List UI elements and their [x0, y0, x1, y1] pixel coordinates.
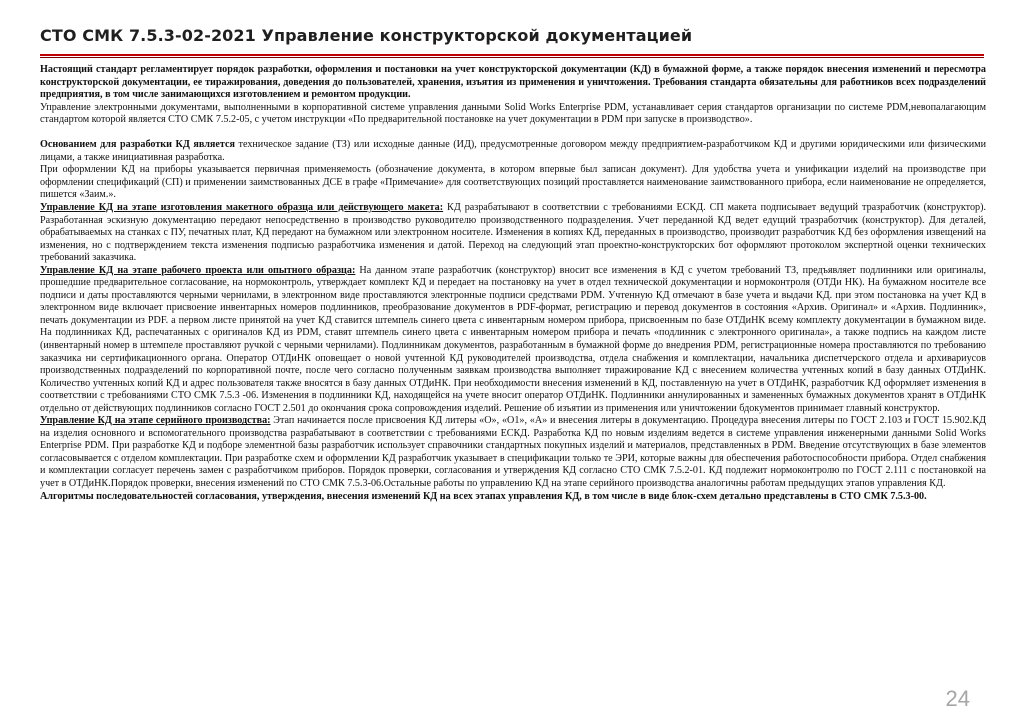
intro-bold-paragraph: Настоящий стандарт регламентирует порядок разработки, оформления и постановки на учет конструкторской документации (КД) в бумажной форме, а также порядок внесения изменений и пересмотра конструкторской документации, ее тиражирования, доведения до пользователей, хранения, изъятия из применения и уничтожения. Требования стандарта обязательны для работников всех подразделений предприятия, в том числе занимающихся изготовлением и ремонтом продукции.: [40, 64, 986, 101]
mockup-heading: Управление КД на этапе изготовления макетного образца или действующего макета:: [40, 201, 444, 213]
page-title: СТО СМК 7.5.3-02-2021 Управление конструкторской документацией: [40, 26, 693, 45]
basis-lead: Основанием для разработки КД является: [40, 139, 235, 151]
title-underline: [40, 54, 984, 56]
serial-heading: Управление КД на этапе серийного производства:: [40, 415, 271, 427]
serial-text: Этап начинается после присвоения КД литеры «О», «О1», «А» и внесения литеры в документацию. Процедура внесения литеры по ГОСТ 2.103 и ГОСТ 15.902.КД на изделия основного и вспомогательного производства разрабатывают в соответствии с требованиями ЕСКД. Разработка КД по новым изделиям ведется в системе управления инженерными данными Solid Works Enterprise PDM. При разработке КД и подборе элементной базы разработчик использует справочники стандартных покупных изделий и материалов, представленных в PDM. Введение отсутствующих в базе элементов согласовывается с отделом комплектации. При разработке схем и оформлении КД разработчик указывает в спецификации только те ЭРИ, которые важны для обеспечения работоспособности прибора. Отдел снабжения и комплектации согласует перечень замен с разработчиком приборов. Порядок проверки, согласования и утверждения КД согласно СТО СМК 7.5.2-01. КД подлежит нормоконтролю по ГОСТ 2.111 с постановкой на учет в ОТДиНК.Порядок проверки, внесения изменений по СТО СМК 7.5.3-06.Остальные работы по управлению КД на этапе серийного производства аналогичны работам предыдущих этапов управления КД.: [40, 415, 986, 489]
serial-paragraph: [40, 415, 986, 490]
page-number: 24: [945, 686, 970, 711]
prototype-heading: Управление КД на этапе рабочего проекта или опытного образца:: [40, 264, 356, 276]
mockup-text: КД разрабатывают в соответствии с требованиями ЕСКД. СП макета подписывает ведущий тразработчик (конструктор). Разработанная эскизную документацию передают непосредственно в производство руководителю производственного подразделения. Учет переданной КД ведет едущий тразработчик (конструктор). Для деталей, обрабатываемых на станках с ПУ, печатных плат, КД передают на бумажном или электронном носителе. Изменения в копиях КД, переданных в производство, производит разработчик КД без оформления извещений на изменения, но с подтверждением текста изменения подписью разработчика изменения и датой. Переход на следующий этап проектно-конструкторских бот оформляют протоколом экспертной оценки технических требований заказчика.: [40, 201, 987, 264]
basis-text: техническое задание (ТЗ) или исходные данные (ИД), предусмотренные договором между предприятием-разработчиком КД и другими юридическими или физическими лицами, а также инициативная разработка.: [40, 139, 986, 163]
applicability-paragraph: При оформлении КД на приборы указывается первичная применяемость (обозначение документа, в котором впервые был записан документ). Для удобства учета и унификации изделий на производстве при оформлении спецификаций (СП) и применении заимствованных ДСЕ в графе «Примечание» для соответствующих позиций проставляется наименование заимствованного прибора, если наименование не определяется, пишется «Заим.».: [40, 164, 986, 201]
intro-pdm-paragraph: Управление электронными документами, выполненными в корпоративной системе управления данными Solid Works Enterprise PDM, устанавливает серия стандартов организации по системе PDM,невопалагающим стандартом которой является СТО СМК 7.5.2-05, с учетом инструкции «По предварительной постановке на учет документации в PDM при запуске в производство».: [40, 101, 986, 126]
paragraph-gap: [40, 127, 986, 140]
mockup-paragraph: [40, 202, 986, 265]
algorithms-paragraph: Алгоритмы последовательностей согласования, утверждения, внесения изменений КД на всех этапах управления КД, в том числе в виде блок-схем детально представлены в СТО СМК 7.5.3-00.: [40, 490, 927, 502]
prototype-paragraph: [40, 265, 986, 416]
document-body: [40, 64, 986, 503]
title-underline-shadow: [40, 57, 984, 58]
prototype-text: На данном этапе разработчик (конструктор) вносит все изменения в КД с учетом требований ТЗ, предъявляет подлинники или оригиналы, прошедшие предварительное согласование, на нормоконтроль, утверждает комплект КД и передает на постановку на учет в отдел технической документации и нормоконтроля (ОТДи НК). На бумажном носителе все подписи и даты проставляются черными чернилами, в электронном виде проставляются электронные подписи средствами PDM. Учтенную КД отмечают в базе учета и выдачи КД. при этом постановка на учет КД в электронном виде включает присвоение инвентарных номеров подлинников, преобразование документов в PDF-формат, регистрацию и перевод документов в состояния «Архив. Оригинал» и «Архив. Подлинник», печать документации из PDF. а первом листе принятой на учет КД ставится штемпель синего цвета с инвентарным номером прибора, присвоенным по базе ОТДиНК всему комплекту документации в бумажном виде. На подлинниках КД, распечатанных с оригиналов КД из PDM, ставят штемпель синего цвета с инвентарным номером прибора и печать «подлинник с электронного оригинала», а также подпись на каждом листе (инвентарный номер в штемпеле проставляют ручкой с черными чернилами). Подлинникам документов, разработанным в бумажной форме до внедрения PDM, регистрационные номера проставляются по требованию заказчика ни сертификационного органа. Оператор ОТДиНК оповещает о новой учтенной КД руководителей производства, отдела снабжения и комплектации, начальника диспетчерского отдела и архивариусов производственных подразделений по корпоративной почте, после чего согласно полученным заявкам производства выполняет тиражирование КД с внесением количества учтенных копий в базу данных ОТДиНК. Количество учтенных копий КД и адрес пользователя также вносятся в базу данных ОТДиНК. При необходимости внесения изменений в КД, поставленную на учет в ОТДиНК, разработчик КД оформляет изменения в соответствии с требованиями СТО СМК 7.5.3 -06. Изменения в подлинники КД, находящейся на учете вносит оператор ОТДиНК. Подлинники аннулированных и замененных бумажных документов хранят в ОТДиНК отдельно от действующих подлинников согласно ГОСТ 2.501 до окончания срока сопровождения изделий. Решение об изъятии из применения или уничтожении бдокументов принимает главный конструктор.: [40, 264, 986, 414]
basis-paragraph: [40, 139, 986, 164]
